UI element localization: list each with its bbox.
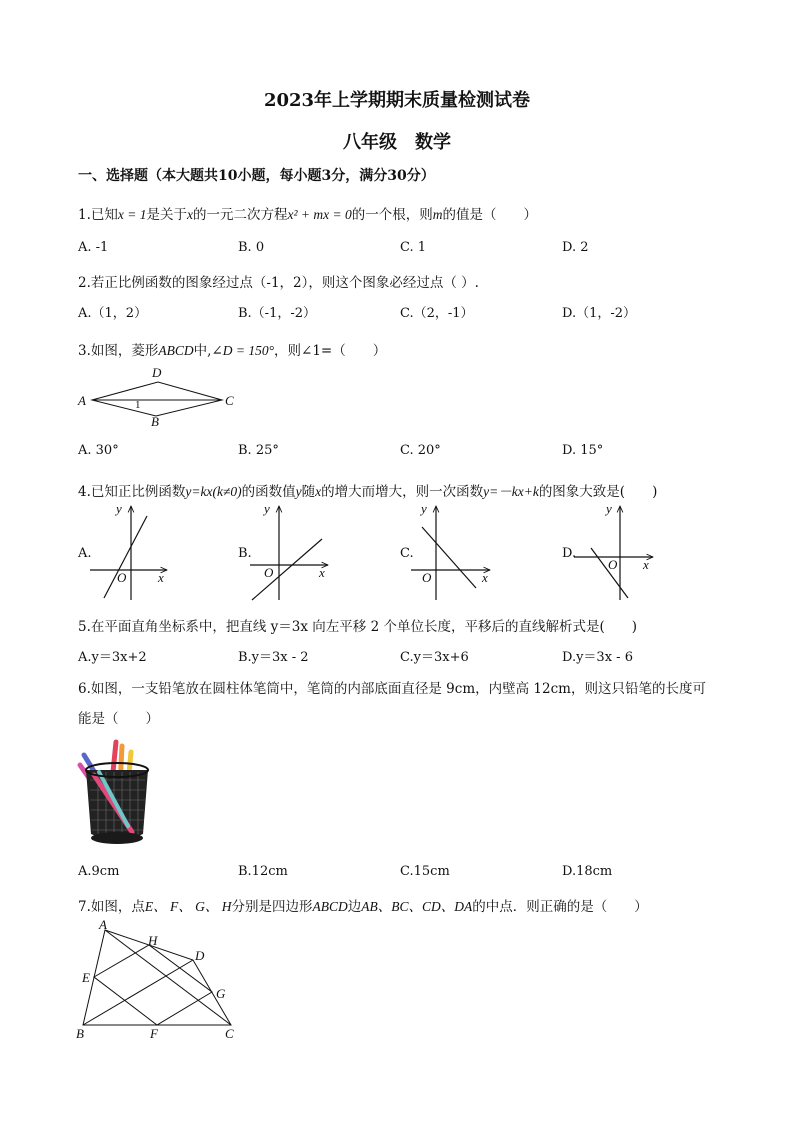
q3-math-angle: ∠D = 150° [211, 343, 275, 358]
q7-math-abcd: ABCD [312, 899, 348, 914]
q7-text-mid2: 边 [347, 899, 362, 915]
question-2: 2.若正比例函数的图象经过点（-1，2），则这个图象必经过点（ ）. [78, 275, 479, 291]
section-heading: 一、选择题（本大题共10小题，每小题3分，满分30分） [78, 168, 435, 184]
q4-text-post: 的图象大致是( ) [538, 484, 658, 500]
q1-text-pre: 1.已知 [78, 207, 118, 223]
rhombus-angle-label: 1 [135, 399, 141, 411]
q7-math-sides: AB、BC、CD、DA [361, 899, 473, 914]
q4-option-c[interactable]: C. [400, 546, 414, 561]
q4-math-linear: y=－kx+k [483, 484, 539, 499]
q2-option-a[interactable]: A.（1，2） [78, 306, 148, 321]
quad-label-a: A [99, 917, 107, 932]
quad-label-c: C [225, 1026, 234, 1041]
q1-text-mid1: 是关于 [146, 207, 187, 223]
q1-math-x: x = 1 [117, 207, 147, 222]
q1-math-m: m [432, 207, 443, 222]
q3-option-c[interactable]: C. 20° [400, 443, 441, 458]
graph-c-origin: O [422, 570, 432, 585]
q6-option-d[interactable]: D.18cm [562, 864, 613, 879]
q3-option-b[interactable]: B. 25° [238, 443, 279, 458]
q3-text-pre: 3.如图，菱形 [78, 343, 159, 359]
q6-option-b[interactable]: B.12cm [238, 864, 288, 879]
q4-text-pre: 4.已知正比例函数 [78, 484, 186, 500]
quad-label-e: E [82, 970, 90, 985]
q3-option-a[interactable]: A. 30° [78, 443, 119, 458]
q4-text-mid2: 随 [301, 484, 316, 500]
q5-option-d[interactable]: D.y＝3x - 6 [562, 650, 633, 665]
graph-a-origin: O [117, 570, 127, 585]
q7-text-pre: 7.如图，点 [78, 899, 145, 915]
q7-text-mid1: 分别是四边形 [231, 899, 313, 915]
q6-option-c[interactable]: C.15cm [400, 864, 450, 879]
quad-label-b: B [76, 1026, 84, 1041]
q4-option-b[interactable]: B. [238, 546, 252, 561]
q5-option-b[interactable]: B.y＝3x - 2 [238, 650, 309, 665]
rhombus-label-c: C [225, 393, 234, 408]
q5-option-a[interactable]: A.y＝3x+2 [78, 650, 147, 665]
q3-option-d[interactable]: D. 15° [562, 443, 604, 458]
rhombus-label-d: D [152, 365, 162, 380]
graph-d-origin: O [608, 557, 618, 572]
question-6-line-2: 能是（ ） [78, 711, 159, 727]
q1-math-equation: x² + mx = 0 [287, 207, 352, 222]
q4-text-mid3: 的增大而增大，则一次函数 [321, 484, 484, 500]
graph-c-y-label: y [421, 501, 427, 516]
graph-d-y-label: y [606, 501, 612, 516]
q4-option-a[interactable]: A. [78, 546, 92, 561]
q4-math-direct: y=kx(k≠0) [185, 484, 242, 499]
q1-option-c[interactable]: C. 1 [400, 240, 427, 255]
graph-b-origin: O [264, 565, 274, 580]
quad-label-h: H [148, 933, 158, 948]
q6-option-a[interactable]: A.9cm [78, 864, 120, 879]
q1-text-post: 的值是（ ） [442, 207, 538, 223]
q2-option-b[interactable]: B.（-1，-2） [238, 306, 317, 321]
graph-d-x-label: x [643, 557, 649, 572]
q3-text-mid: 中, [193, 343, 212, 359]
q4-text-mid1: 的函数值 [241, 484, 296, 500]
quad-label-g: G [216, 986, 226, 1001]
q1-option-d[interactable]: D. 2 [562, 240, 589, 255]
q1-option-a[interactable]: A. -1 [78, 240, 109, 255]
rhombus-label-a: A [78, 393, 86, 408]
q2-option-c[interactable]: C.（2，-1） [400, 306, 474, 321]
quad-label-f: F [150, 1026, 158, 1041]
q1-text-mid3: 的一个根，则 [351, 207, 433, 223]
q1-math-var: x [187, 207, 193, 222]
question-6-line-1: 6.如图，一支铅笔放在圆柱体笔筒中，笔筒的内部底面直径是 9cm，内壁高 12cm，则这只铅笔的长度可 [78, 681, 706, 697]
graph-a-x-label: x [158, 570, 164, 585]
page-title: 2023年上学期期末质量检测试卷 [263, 90, 531, 111]
question-5: 5.在平面直角坐标系中，把直线 y＝3x 向左平移 2 个单位长度，平移后的直线解析式是( ) [78, 619, 637, 635]
q3-text-post: ，则∠1=（ ） [274, 343, 387, 359]
q1-option-b[interactable]: B. 0 [238, 240, 265, 255]
page-subtitle: 八年级 数学 [343, 132, 451, 153]
q2-option-d[interactable]: D.（1，-2） [562, 306, 637, 321]
q7-text-post: 的中点．则正确的是（ ） [472, 899, 648, 915]
graph-a-y-label: y [116, 501, 122, 516]
graph-b-x-label: x [319, 565, 325, 580]
q4-math-y: y [295, 484, 302, 499]
graph-b-y-label: y [264, 501, 270, 516]
q3-math-abcd: ABCD [158, 343, 194, 358]
quad-label-d: D [195, 948, 205, 963]
q5-option-c[interactable]: C.y＝3x+6 [400, 650, 469, 665]
q7-math-points: E、 F、 G、 H [144, 899, 232, 914]
q4-option-d[interactable]: D. [562, 546, 577, 561]
q4-math-x: x [315, 484, 322, 499]
graph-c-x-label: x [482, 570, 488, 585]
rhombus-label-b: B [151, 414, 159, 429]
q1-text-mid2: 的一元二次方程 [193, 207, 288, 223]
